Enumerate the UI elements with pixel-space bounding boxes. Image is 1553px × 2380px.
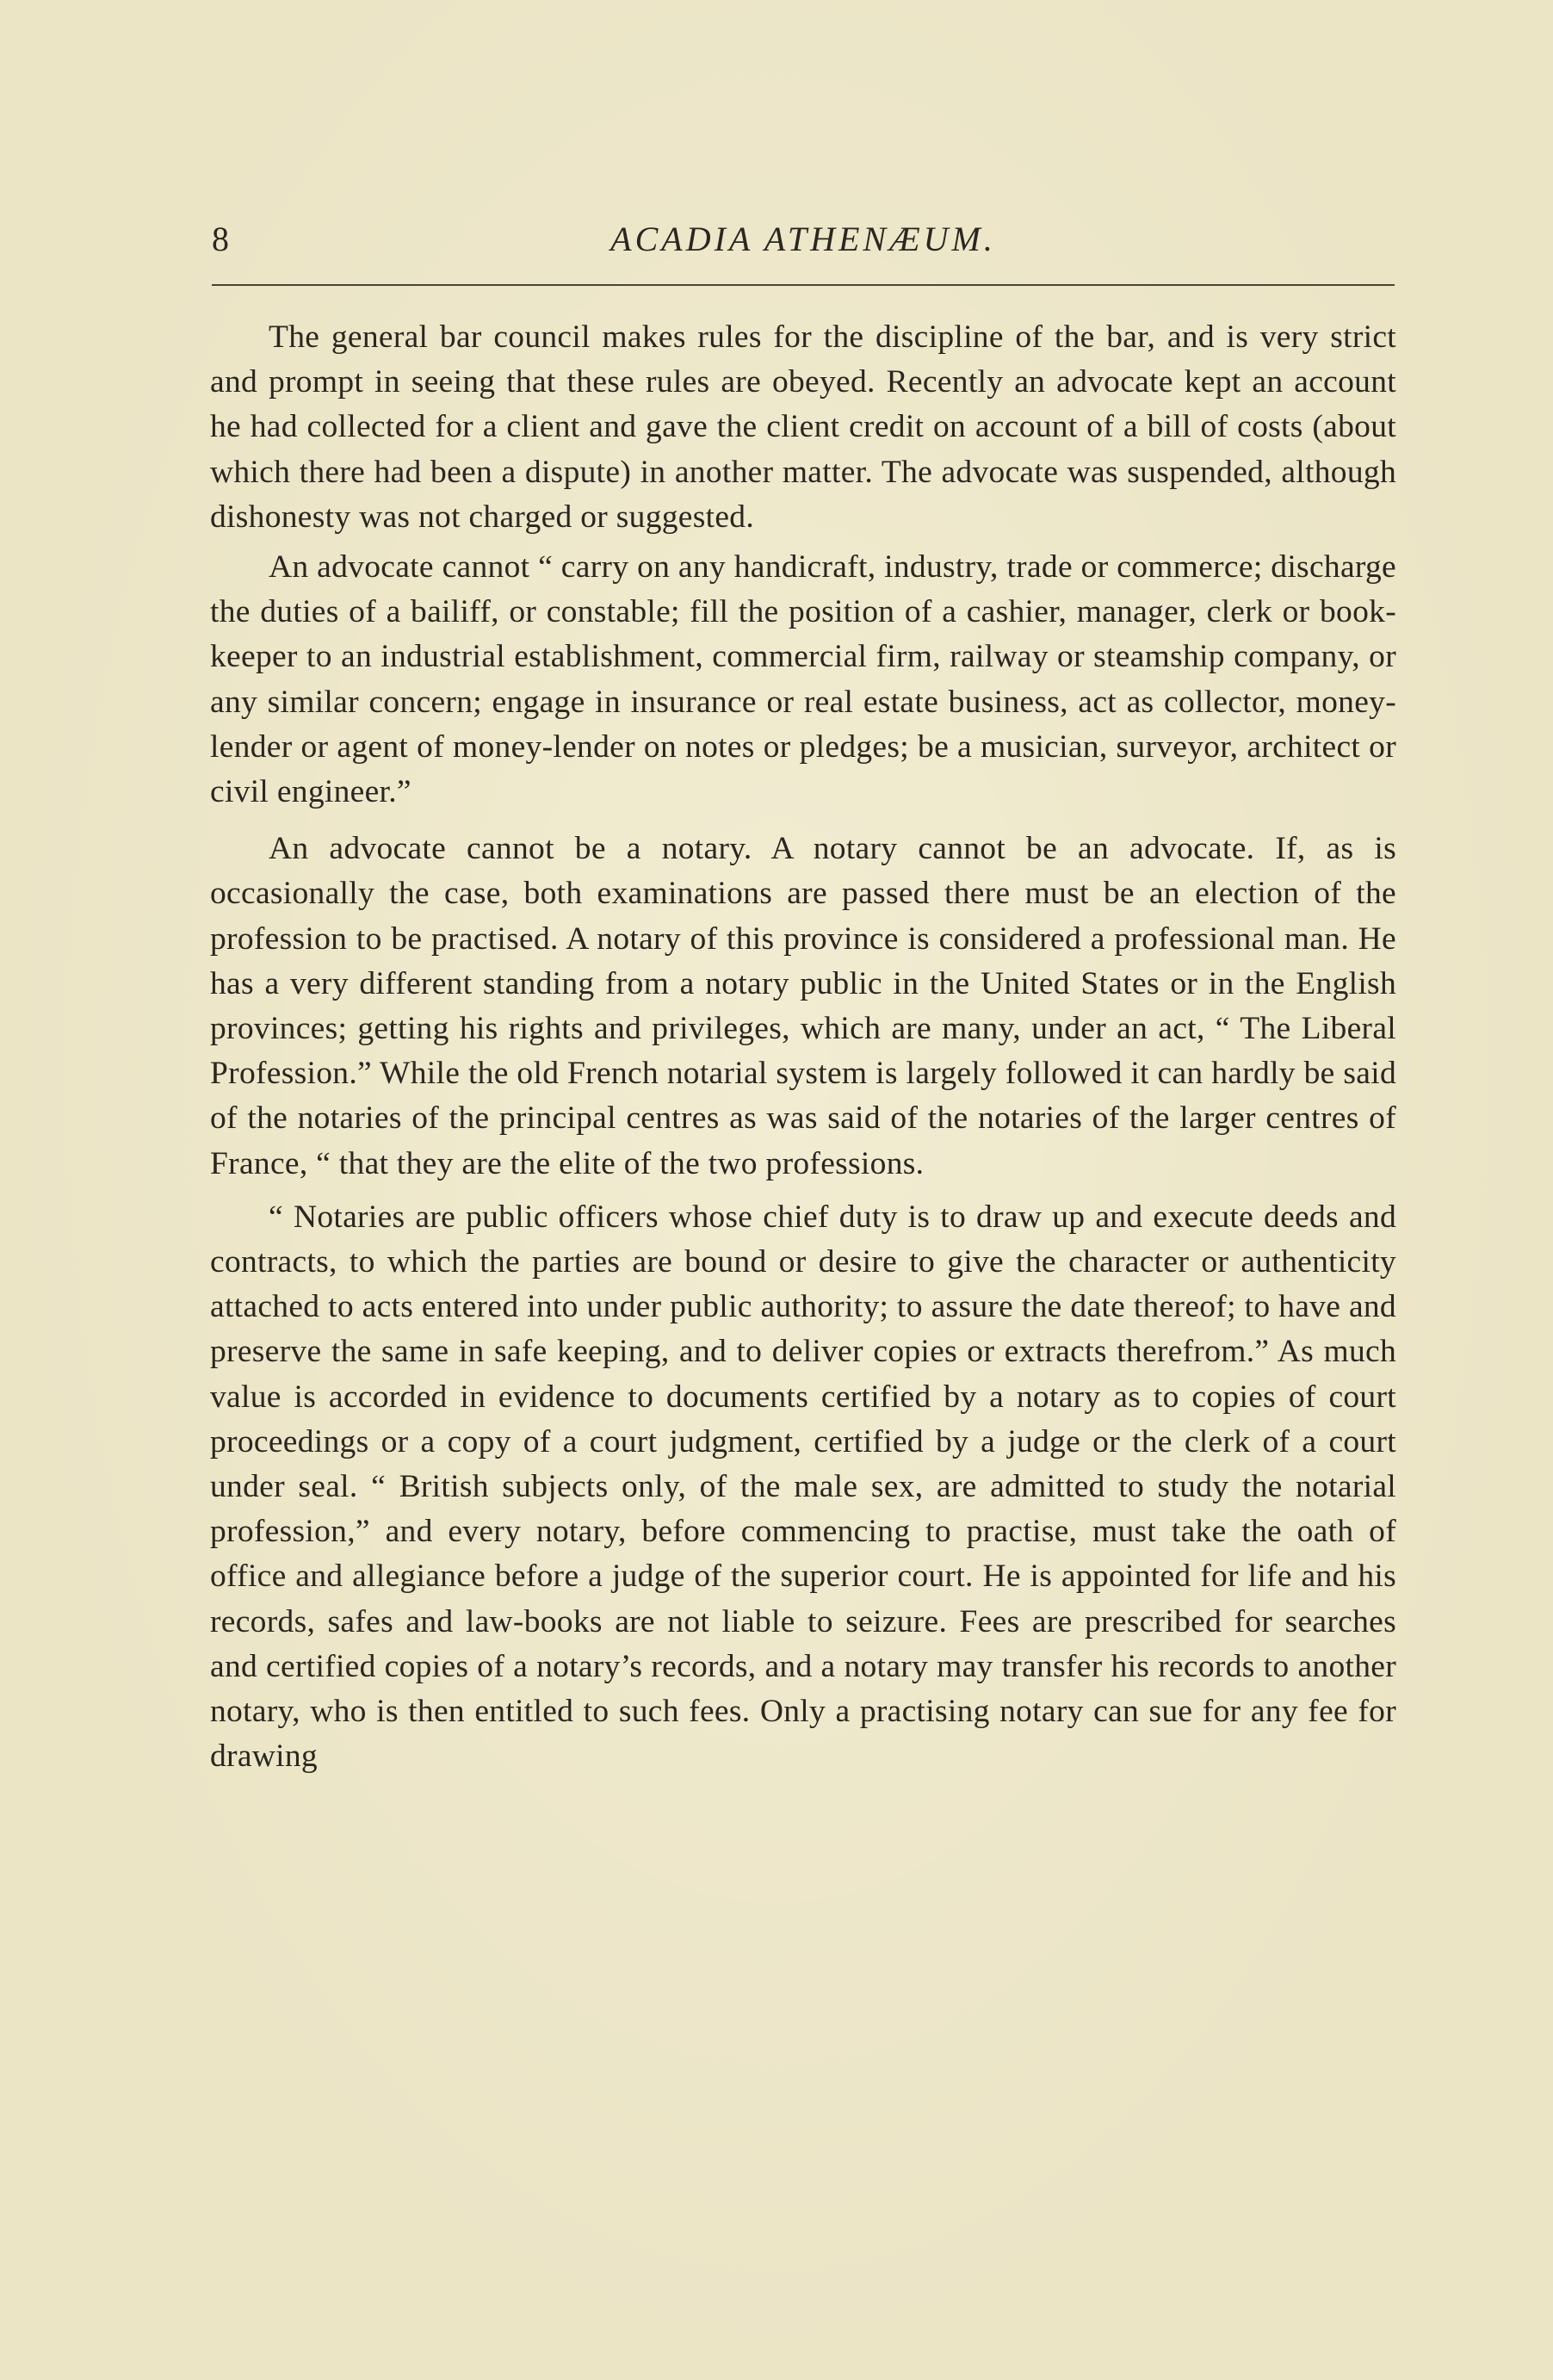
article-body xyxy=(210,315,1396,1785)
paragraph-notary-duties: “ Notaries are public officers whose chief duty is to draw up and execute deeds and contracts, to which the parties are bound or desire to give the character or authenticity attached to acts entered into under public authority; to assure the date thereof; to have and preserve the same in safe keeping, and to deliver copies or extracts therefrom.” As much value is accorded in evidence to documents certified by a notary as to copies of court proceedings or a copy of a court judgment, certified by a judge or the clerk of a court under seal. “ British subjects only, of the male sex, are admitted to study the notarial profession,” and every notary, before commencing to practise, must take the oath of office and allegiance before a judge of the superior court. He is appointed for life and his records, safes and law-books are not liable to seizure. Fees are prescribed for searches and certified copies of a notary’s records, and a notary may transfer his records to another notary, who is then entitled to such fees. Only a practising notary can sue for any fee for drawing xyxy=(210,1199,1396,1775)
paragraph-bar-council: The general bar council makes rules for the discipline of the bar, and is very strict and prompt in seeing that these rules are obeyed. Recently an advocate kept an account he had collected for a client and gave the client credit on account of a bill of costs (about which there had been a dispute) in another matter. The advocate was suspended, although dishonesty was not charged or suggested. xyxy=(210,319,1396,535)
paragraph-notary-profession: An advocate cannot be a notary. A notary cannot be an advocate. If, as is occasionally the case, both examinations are passed there must be an election of the profession to be practised. A notary of this province is considered a professional man. He has a very different standing from a notary public in the United States or in the English provinces; getting his rights and privileges, which are many, under an act, “ The Liberal Profession.” While the old French notarial system is largely followed it can hardly be said of the notaries of the principal centres as was said of the notaries of the larger centres of France, “ that they are the elite of the two professions. xyxy=(210,831,1396,1181)
paragraph-advocate-restrictions: An advocate cannot “ carry on any handicraft, industry, trade or commerce; discharge the duties of a bailiff, or constable; fill the position of a cashier, manager, clerk or book-keeper to an industrial establishment, commercial firm, railway or steamship company, or any similar concern; engage in insurance or real estate business, act as collector, money-lender or agent of money-lender on notes or pledges; be a musician, surveyor, architect or civil engineer.” xyxy=(210,549,1396,810)
journal-title: ACADIA ATHENÆUM. xyxy=(610,220,996,258)
page-number: 8 xyxy=(212,220,230,258)
header-rule xyxy=(212,284,1395,286)
running-head xyxy=(212,219,1395,267)
